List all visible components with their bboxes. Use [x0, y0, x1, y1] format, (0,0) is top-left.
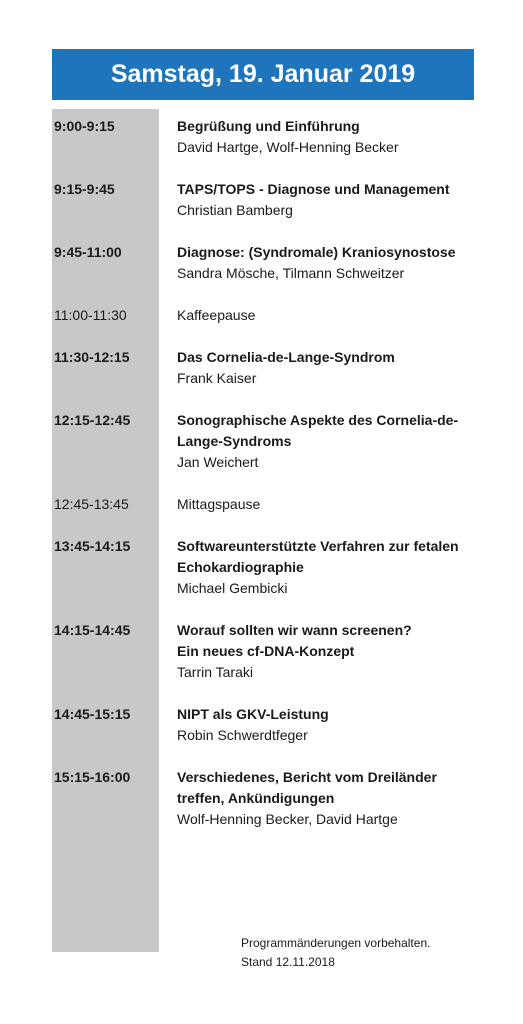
- session-speaker-line: Wolf-Henning Becker, David Hartge: [177, 811, 398, 827]
- session-title-line: Das Cornelia-de-Lange-Syndrom: [177, 349, 395, 365]
- session-details: [177, 116, 507, 158]
- session-speaker-line: David Hartge, Wolf-Henning Becker: [177, 139, 399, 155]
- session-title-line: Verschiedenes, Bericht vom Dreiländer: [177, 769, 437, 785]
- session-details: [177, 704, 507, 746]
- session-title-line: NIPT als GKV-Leistung: [177, 706, 329, 722]
- footer-note: [241, 934, 430, 972]
- session-time: 15:15-16:00: [54, 769, 131, 785]
- session-title-line: Lange-Syndroms: [177, 433, 292, 449]
- session-speaker-line: Christian Bamberg: [177, 202, 293, 218]
- session-details: [177, 179, 507, 221]
- page-title-banner: [52, 49, 474, 100]
- session-title-line: Begrüßung und Einführung: [177, 118, 360, 134]
- session-details: [177, 536, 507, 599]
- session-title-line: Worauf sollten wir wann screenen?: [177, 622, 412, 638]
- session-time: 14:45-15:15: [54, 706, 131, 722]
- session-details: [177, 494, 507, 515]
- session-speaker-line: Kaffeepause: [177, 307, 256, 323]
- session-time: 9:00-9:15: [54, 118, 115, 134]
- session-details: [177, 347, 507, 389]
- session-details: [177, 410, 507, 473]
- session-details: [177, 767, 507, 830]
- session-time: 9:15-9:45: [54, 181, 115, 197]
- footer-date: Stand 12.11.2018: [241, 955, 335, 969]
- session-title-line: Echokardiographie: [177, 559, 304, 575]
- session-details: [177, 242, 507, 284]
- session-time: 14:15-14:45: [54, 622, 131, 638]
- session-speaker-line: Robin Schwerdtfeger: [177, 727, 308, 743]
- session-speaker-line: Tarrin Taraki: [177, 664, 253, 680]
- session-speaker-line: Frank Kaiser: [177, 370, 257, 386]
- session-details: [177, 620, 507, 683]
- session-time: 12:15-12:45: [54, 412, 131, 428]
- session-time: 12:45-13:45: [54, 496, 129, 512]
- session-speaker-line: Sandra Mösche, Tilmann Schweitzer: [177, 265, 405, 281]
- session-time: 9:45-11:00: [54, 244, 122, 260]
- footer-disclaimer: Programmänderungen vorbehalten.: [241, 936, 431, 950]
- session-details: [177, 305, 507, 326]
- session-title-line: treffen, Ankündigungen: [177, 790, 335, 806]
- session-speaker-line: Michael Gembicki: [177, 580, 288, 596]
- session-title-line: Sonographische Aspekte des Cornelia-de-: [177, 412, 459, 428]
- session-title-line: Ein neues cf-DNA-Konzept: [177, 643, 355, 659]
- session-time: 11:00-11:30: [54, 307, 127, 323]
- session-title-line: Softwareunterstützte Verfahren zur fetalen: [177, 538, 459, 554]
- session-title-line: TAPS/TOPS - Diagnose und Management: [177, 181, 450, 197]
- session-time: 13:45-14:15: [54, 538, 131, 554]
- page-title: Samstag, 19. Januar 2019: [110, 60, 416, 88]
- session-time: 11:30-12:15: [54, 349, 130, 365]
- session-title-line: Diagnose: (Syndromale) Kraniosynostose: [177, 244, 456, 260]
- session-speaker-line: Mittagspause: [177, 496, 261, 512]
- session-speaker-line: Jan Weichert: [177, 454, 259, 470]
- time-column-background: [52, 109, 159, 952]
